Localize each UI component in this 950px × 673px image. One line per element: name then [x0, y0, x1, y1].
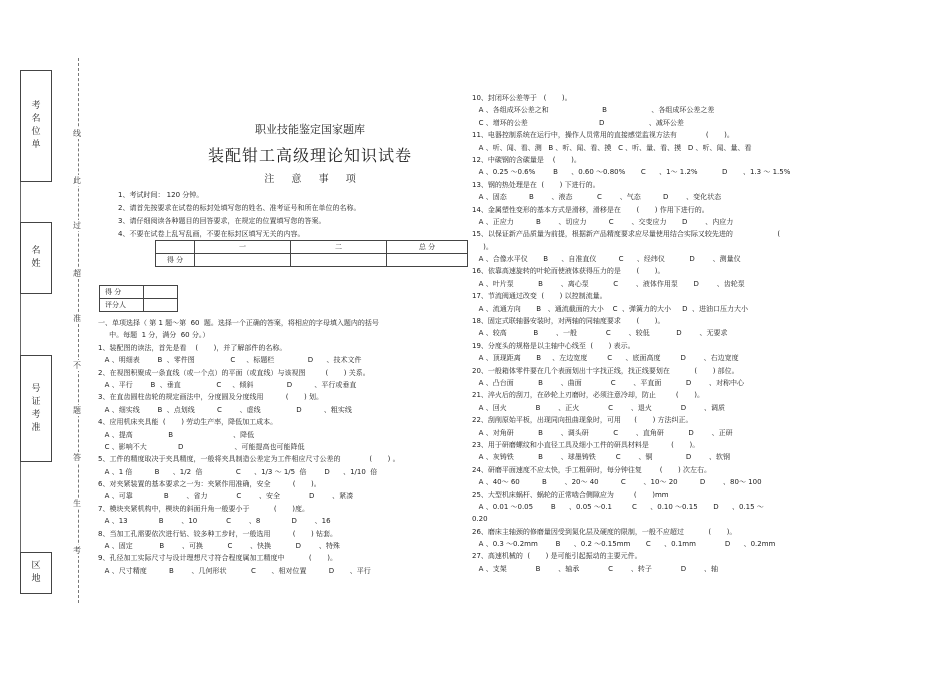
- question-line: A 、明细表 B 、零件图 C 、标题栏 D 、技术文件: [98, 356, 362, 365]
- seal-char: 题: [68, 405, 86, 416]
- unit-name-box: 考 名 位 单: [20, 70, 52, 182]
- question-line: 14、金属塑性变形的基本方式是滑移，滑移是在 ( ) 作用下进行的。: [472, 205, 709, 214]
- notice-item: 1、考试时间： 120 分钟。: [118, 191, 204, 199]
- question-line: 15、以保证新产品质量为前提，根据新产品精度要求应尽量使用结合实际又较先进的 (: [472, 230, 781, 239]
- seal-char: 线: [68, 128, 86, 139]
- question-line: 6、对夹紧装置的基本要求之一为：夹紧作用准确，安全 ( )。: [98, 480, 321, 489]
- grader-table: [99, 285, 178, 312]
- notice-item: 3、请仔细阅读各种题目的回答要求，在规定的位置填写您的答案。: [118, 217, 326, 225]
- score-header: 一: [195, 241, 291, 254]
- grader-cell[interactable]: [144, 286, 178, 299]
- question-line: 22、刮削原始平板，出现同向扭曲现象时，可用 ( ) 方法纠正。: [472, 416, 693, 425]
- notice-item: 4、不要在试卷上乱写乱画，不要在标封区填写无关的内容。: [118, 230, 305, 238]
- question-line: 21、淬火后的刮刀，在砂轮上刃磨时，必须注意冷却，防止 ( )。: [472, 391, 704, 400]
- question-line: 13、钢的热处理是在 ( ) 下进行的。: [472, 180, 600, 189]
- question-line: 11、电器控制系统在运行中，操作人员常用的直接感觉监视方法有 ( )。: [472, 131, 734, 140]
- question-line: A 、合像水平仪 B 、自准直仪 C 、经纬仪 D 、测量仪: [472, 255, 741, 264]
- question-line: 2、在视图积聚成一条直线（或一个点）的平面（或直线）与该视图 ( ) 关系。: [98, 368, 370, 377]
- exam-bank-title: 职业技能鉴定国家题库: [255, 123, 365, 136]
- question-line: A 、平行 B 、垂直 C 、倾斜 D 、平行或垂直: [98, 380, 357, 389]
- question-line: A 、提高 B 、降低: [98, 430, 255, 439]
- question-line: 3、在直齿圆柱齿轮的规定画法中，分度圆及分度线用 ( ) 划。: [98, 393, 323, 402]
- question-line: C 、影响不大 D 、可能提高也可能降低: [98, 442, 305, 451]
- question-line: 10、封闭环公差等于 ( )。: [472, 94, 572, 102]
- question-line: A 、听、闻、看、测 B 、听、闻、看、摸 C 、听、量、看、摸 D 、听、闻、量、看: [472, 143, 752, 152]
- question-line: 7、模块夹紧机构中，楔块的斜面升角一般要小于 ( )度。: [98, 504, 309, 513]
- question-line: )。: [472, 242, 493, 251]
- question-line: A 、流通方向 B 、通流截面的大小 C 、弹簧力的大小 D 、进油口压力大小: [472, 304, 748, 313]
- question-line: A 、凸台面 B 、曲面 C 、平直面 D 、对称中心: [472, 378, 745, 387]
- seal-char: 答: [68, 452, 86, 463]
- question-line: 27、高速机械的 ( ) 是可能引起振动的主要元件。: [472, 552, 642, 561]
- notice-list: [118, 189, 360, 241]
- question-line: A 、叶片泵 B 、离心泵 C 、液体作用泵 D 、齿轮泵: [472, 279, 745, 288]
- question-line: A 、固定 B 、可换 C 、快换 D 、特殊: [98, 542, 340, 551]
- question-line: 25、大型机床蜗杆、蜗轮的正常啮合侧隙应为 ( )mm: [472, 490, 669, 499]
- question-line: 12、中碳钢的含碳量是 ( )。: [472, 155, 581, 164]
- question-line: A 、各组成环公差之和 B 、各组成环公差之差: [472, 106, 715, 115]
- question-line: A 、固态 B 、液态 C 、气态 D 、变化状态: [472, 193, 722, 202]
- score-cell[interactable]: [195, 254, 291, 267]
- question-line: A 、0.3 ～0.2mm B 、0.2 ～0.15mm C 、0.1mm D 、0.2mm: [472, 540, 776, 549]
- question-line: 17、节流阀通过改变 ( ) 以控制流量。: [472, 292, 607, 301]
- question-line: 19、分度头的规格是以主轴中心线至 ( ) 表示。: [472, 341, 635, 350]
- question-line: 23、用于研磨螺纹和小直径工具及细小工件的研具材料是 ( )。: [472, 440, 700, 449]
- question-line: A 、灰铸铁 B 、球墨铸铁 C 、铜 D 、软钢: [472, 453, 731, 462]
- grader-label: 评分人: [100, 299, 144, 312]
- question-line: A 、1 倍 B 、1/2 倍 C 、1/3 ～ 1/5 倍 D 、1/10 倍: [98, 467, 378, 476]
- exam-number-box: 号 证 考 准: [20, 355, 52, 462]
- question-line: 24、研磨平面速度不应太快，手工粗研时，每分钟往复 ( ) 次左右。: [472, 465, 711, 474]
- question-line: C 、增环的公差 D 、减环公差: [472, 118, 684, 127]
- question-line: 8、当加工孔需要依次进行钻、铰多种工步时，一般选用 ( ) 钻套。: [98, 529, 337, 538]
- seal-char: 此: [68, 175, 86, 186]
- seal-dashed-line: [78, 58, 79, 603]
- notice-item: 2、请首先按要求在试卷的标封处填写您的姓名、准考证号和所在单位的名称。: [118, 204, 361, 212]
- region-box: 区 地: [20, 552, 52, 594]
- question-line: A 、13 B 、10 C 、8 D 、16: [98, 517, 331, 526]
- score-row-label: 得 分: [156, 254, 195, 267]
- question-line: 26、磨床主轴颈的修磨量因受到氮化层及硬度的限制，一般不应超过 ( )。: [472, 527, 737, 536]
- score-cell[interactable]: [387, 254, 468, 267]
- grader-label: 得 分: [100, 286, 144, 299]
- question-line: A 、尺寸精度 B 、几何形状 C 、相对位置 D 、平行: [98, 566, 371, 575]
- question-line: 0.20: [472, 515, 488, 524]
- question-line: A 、可靠 B 、省力 C 、安全 D 、紧凑: [98, 492, 354, 501]
- seal-char: 考: [68, 545, 86, 556]
- name-box: 名 姓: [20, 222, 52, 294]
- score-header: 总 分: [387, 241, 468, 254]
- question-line: A 、0.01 ～0.05 B 、0.05 ～0.1 C 、0.10 ～0.15 D 、0.15 ～: [472, 502, 764, 511]
- question-line: A 、回火 B 、正火 C 、退火 D 、调质: [472, 403, 725, 412]
- notice-heading: 注 意 事 项: [264, 174, 356, 185]
- question-line: A 、支架 B 、轴承 C 、转子 D 、轴: [472, 564, 718, 573]
- question-line: A 、细实线 B 、点划线 C 、虚线 D 、粗实线: [98, 405, 352, 414]
- seal-char: 准: [68, 313, 86, 324]
- question-line: A 、对角研 B 、调头研 C 、直角研 D 、正研: [472, 428, 733, 437]
- question-line: A 、顶现距离 B 、左边宽度 C 、底面高度 D 、右边宽度: [472, 354, 739, 363]
- question-line: 20、一般箱体零件要在几个表面划出十字找正线，找正线要划在 ( ) 部位。: [472, 366, 739, 375]
- seal-char: 生: [68, 498, 86, 509]
- score-table: [155, 240, 468, 267]
- question-line: 中。每题 1 分，满分 60 分。）: [98, 331, 210, 340]
- question-line: A 、0.25 ～0.6% B 、0.60 ～0.80% C 、1～ 1.2% D 、1.3 ～ 1.5%: [472, 168, 791, 177]
- question-line: 1、装配图的读法，首先是看 ( )，并了解部件的名称。: [98, 343, 287, 352]
- question-line: A 、较高 B 、一般 C 、较低 D 、无要求: [472, 329, 728, 338]
- question-line: A 、正应力 B 、切应力 C 、交变应力 D 、内应力: [472, 217, 734, 226]
- seal-char: 过: [68, 220, 86, 231]
- questions-left-column: [98, 317, 400, 577]
- score-header: 二: [291, 241, 387, 254]
- seal-char: 不: [68, 360, 86, 371]
- score-cell[interactable]: [291, 254, 387, 267]
- question-line: 一、单项选择（ 第 1 题～第 60 题。选择一个正确的答案，将相应的字母填入题内的括号: [98, 319, 379, 327]
- question-line: 18、固定式联轴器安装时，对两轴的同轴度要求 ( )。: [472, 317, 665, 326]
- questions-right-column: [472, 92, 790, 575]
- question-line: 4、应用机床夹具能 ( ) 劳动生产率，降低加工成本。: [98, 418, 278, 427]
- question-line: 9、孔径加工实际尺寸与设计理想尺寸符合程度属加工精度中 ( )。: [98, 554, 337, 563]
- exam-title: 装配钳工高级理论知识试卷: [207, 146, 412, 165]
- seal-char: 超: [68, 268, 86, 279]
- question-line: 16、依靠高速旋转的叶轮而使液体获得压力的是 ( )。: [472, 267, 665, 276]
- question-line: 5、工件的精度取决于夹具精度，一般将夹具制造公差定为工件相应尺寸公差的 ( ) 。: [98, 455, 400, 464]
- question-line: A 、40～ 60 B 、20～ 40 C 、10～ 20 D 、80～ 100: [472, 478, 762, 487]
- grader-cell[interactable]: [144, 299, 178, 312]
